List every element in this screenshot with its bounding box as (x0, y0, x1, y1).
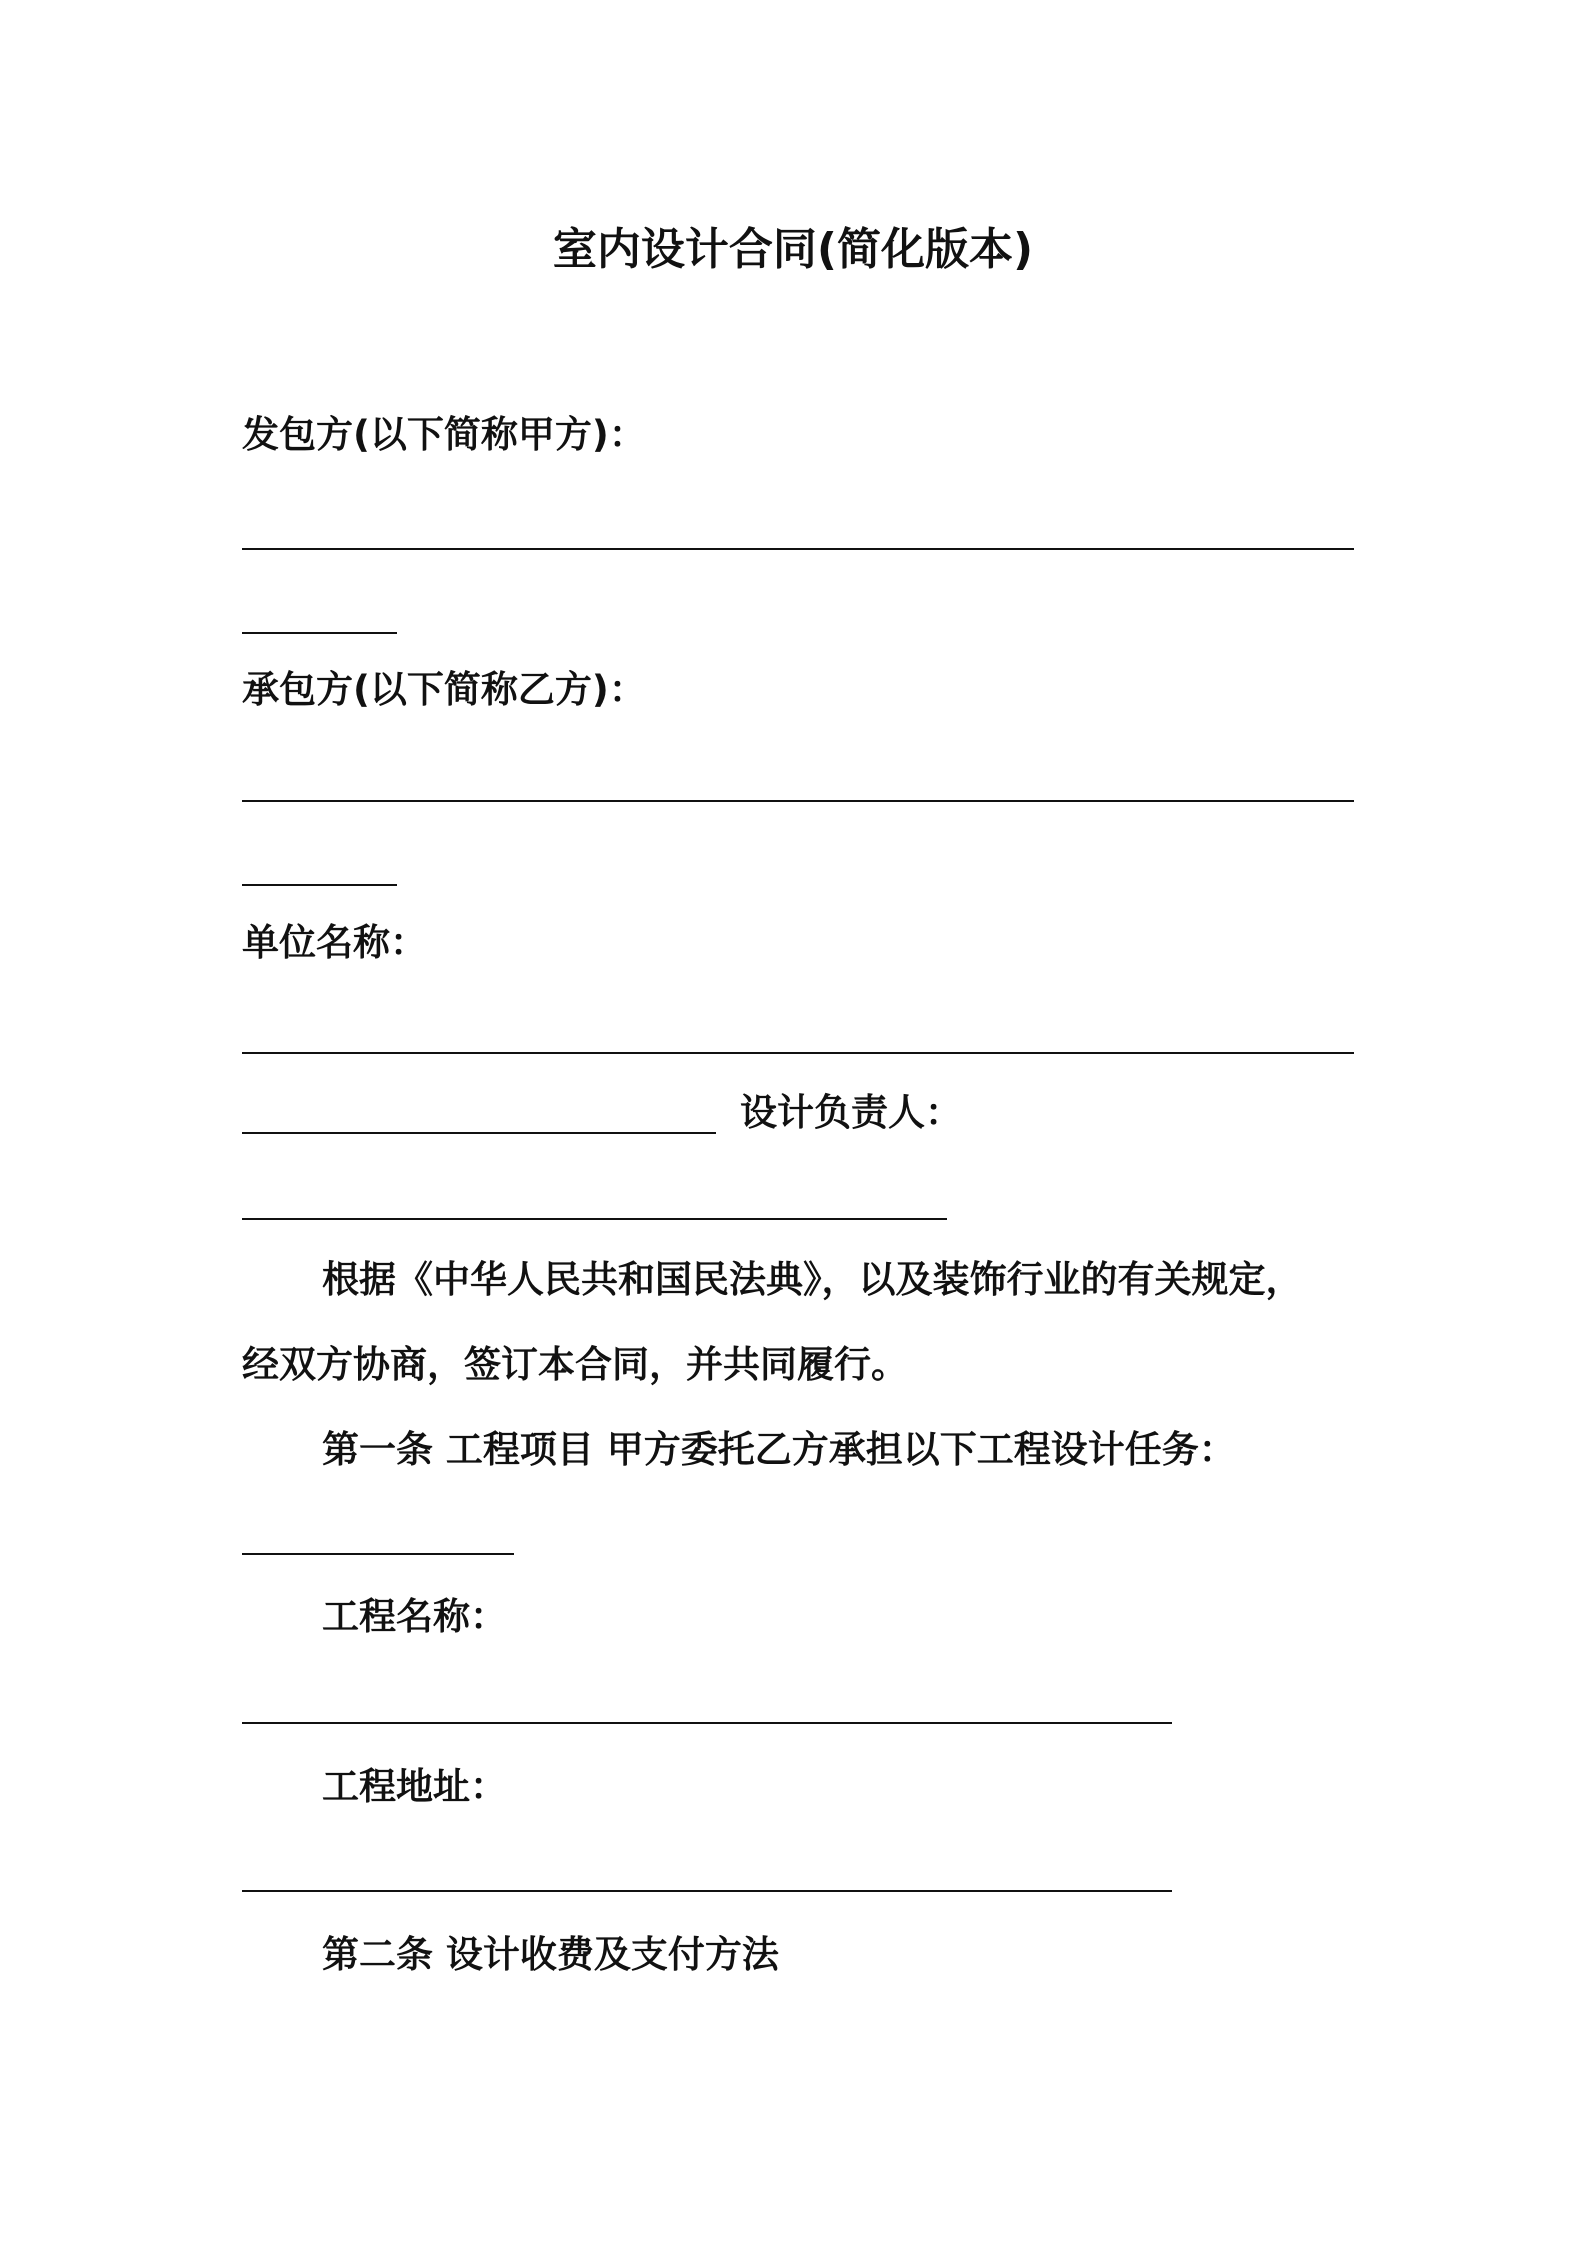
project-address-blank-line[interactable] (242, 1890, 1172, 1892)
party-a-blank-line[interactable] (242, 548, 1354, 550)
article-2-heading: 第二条 设计收费及支付方法 (322, 1933, 779, 1976)
preamble-line-1: 根据《中华人民共和国民法典》，以及装饰行业的有关规定， (322, 1258, 1303, 1301)
unit-name-blank-line-continued[interactable] (242, 1132, 716, 1134)
project-name-label: 工程名称： (322, 1595, 507, 1638)
project-name-blank-line[interactable] (242, 1722, 1172, 1724)
design-lead-blank-line[interactable] (242, 1218, 947, 1220)
unit-name-label: 单位名称： (242, 921, 427, 964)
preamble-line-2: 经双方协商，签订本合同，并共同履行。 (242, 1343, 908, 1386)
party-a-label: 发包方(以下简称甲方)： (242, 413, 646, 456)
party-b-label: 承包方(以下简称乙方)： (242, 668, 646, 711)
party-b-blank-line[interactable] (242, 800, 1354, 802)
unit-name-blank-line[interactable] (242, 1052, 1354, 1054)
party-a-blank-line-continued[interactable] (242, 632, 397, 634)
article-1-heading: 第一条 工程项目 甲方委托乙方承担以下工程设计任务： (322, 1428, 1236, 1471)
design-task-blank-line[interactable] (242, 1553, 514, 1555)
design-lead-label: 设计负责人： (740, 1091, 962, 1134)
project-address-label: 工程地址： (322, 1765, 507, 1808)
document-title: 室内设计合同(简化版本) (552, 224, 1034, 275)
party-b-blank-line-continued[interactable] (242, 884, 397, 886)
